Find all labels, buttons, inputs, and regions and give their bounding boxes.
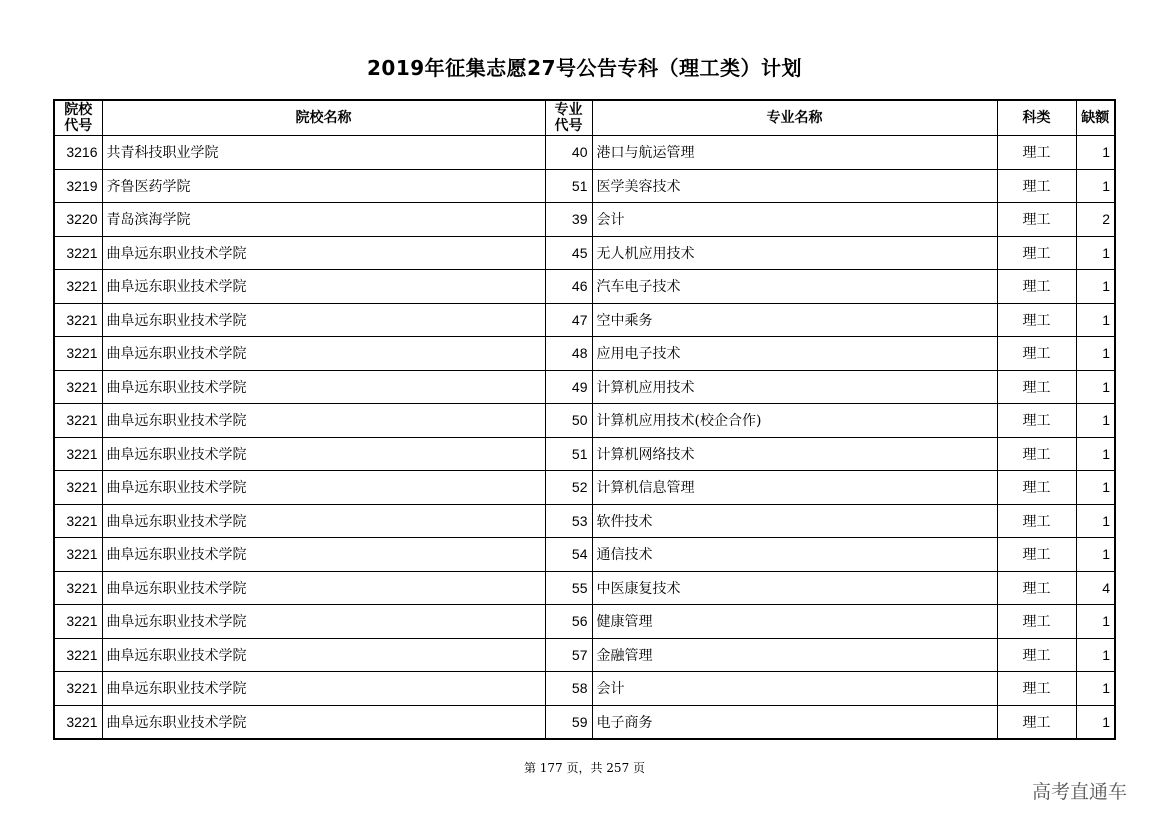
cell-school-code: 3221: [54, 370, 102, 404]
cell-category: 理工: [997, 270, 1076, 304]
cell-category: 理工: [997, 504, 1076, 538]
cell-quota: 1: [1076, 705, 1115, 739]
cell-category: 理工: [997, 705, 1076, 739]
table-row: [54, 169, 1115, 203]
cell-school-name: 曲阜远东职业技术学院: [102, 404, 545, 438]
cell-major-name: 通信技术: [592, 538, 997, 572]
cell-quota: 4: [1076, 571, 1115, 605]
cell-school-name: 曲阜远东职业技术学院: [102, 471, 545, 505]
cell-major-name: 应用电子技术: [592, 337, 997, 371]
cell-school-code: 3221: [54, 404, 102, 438]
cell-quota: 1: [1076, 337, 1115, 371]
table-row: [54, 705, 1115, 739]
cell-category: 理工: [997, 605, 1076, 639]
cell-major-name: 空中乘务: [592, 303, 997, 337]
cell-quota: 1: [1076, 370, 1115, 404]
cell-major-code: 45: [545, 236, 592, 270]
header-category: 科类: [997, 100, 1076, 136]
header-major-name: 专业名称: [592, 100, 997, 136]
cell-school-name: 曲阜远东职业技术学院: [102, 370, 545, 404]
cell-school-name: 齐鲁医药学院: [102, 169, 545, 203]
cell-major-code: 47: [545, 303, 592, 337]
table-row: [54, 404, 1115, 438]
cell-school-code: 3221: [54, 705, 102, 739]
cell-quota: 1: [1076, 169, 1115, 203]
cell-major-name: 汽车电子技术: [592, 270, 997, 304]
cell-major-name: 医学美容技术: [592, 169, 997, 203]
cell-major-name: 金融管理: [592, 638, 997, 672]
table-row: [54, 471, 1115, 505]
cell-school-name: 曲阜远东职业技术学院: [102, 437, 545, 471]
cell-school-code: 3221: [54, 504, 102, 538]
cell-category: 理工: [997, 337, 1076, 371]
table-row: [54, 203, 1115, 237]
cell-major-name: 计算机信息管理: [592, 471, 997, 505]
cell-school-code: 3221: [54, 270, 102, 304]
cell-school-code: 3221: [54, 571, 102, 605]
cell-school-name: 曲阜远东职业技术学院: [102, 236, 545, 270]
cell-major-code: 40: [545, 136, 592, 170]
cell-category: 理工: [997, 672, 1076, 706]
cell-quota: 1: [1076, 270, 1115, 304]
cell-category: 理工: [997, 236, 1076, 270]
cell-major-code: 58: [545, 672, 592, 706]
header-school-name: 院校名称: [102, 100, 545, 136]
cell-school-code: 3221: [54, 236, 102, 270]
cell-major-name: 计算机网络技术: [592, 437, 997, 471]
cell-major-code: 50: [545, 404, 592, 438]
cell-major-name: 中医康复技术: [592, 571, 997, 605]
plan-table: [53, 99, 1116, 740]
cell-school-code: 3219: [54, 169, 102, 203]
cell-category: 理工: [997, 638, 1076, 672]
table-row: [54, 437, 1115, 471]
cell-category: 理工: [997, 471, 1076, 505]
cell-category: 理工: [997, 404, 1076, 438]
cell-school-code: 3221: [54, 337, 102, 371]
cell-major-name: 计算机应用技术: [592, 370, 997, 404]
cell-school-code: 3221: [54, 471, 102, 505]
cell-quota: 1: [1076, 303, 1115, 337]
cell-major-code: 52: [545, 471, 592, 505]
cell-major-code: 59: [545, 705, 592, 739]
cell-category: 理工: [997, 169, 1076, 203]
cell-school-name: 曲阜远东职业技术学院: [102, 672, 545, 706]
cell-school-name: 青岛滨海学院: [102, 203, 545, 237]
cell-major-code: 48: [545, 337, 592, 371]
cell-school-name: 曲阜远东职业技术学院: [102, 638, 545, 672]
cell-school-code: 3221: [54, 538, 102, 572]
cell-quota: 1: [1076, 471, 1115, 505]
cell-school-code: 3221: [54, 437, 102, 471]
header-school-code: 院校代号: [54, 100, 102, 136]
cell-category: 理工: [997, 303, 1076, 337]
table-row: [54, 270, 1115, 304]
cell-major-code: 51: [545, 437, 592, 471]
cell-school-name: 曲阜远东职业技术学院: [102, 504, 545, 538]
table-row: [54, 236, 1115, 270]
cell-category: 理工: [997, 203, 1076, 237]
table-row: [54, 638, 1115, 672]
table-row: [54, 504, 1115, 538]
cell-quota: 1: [1076, 638, 1115, 672]
cell-major-code: 49: [545, 370, 592, 404]
table-row: [54, 538, 1115, 572]
cell-school-code: 3221: [54, 672, 102, 706]
cell-major-name: 健康管理: [592, 605, 997, 639]
page-footer: 第 177 页，共 257 页: [523, 761, 646, 775]
cell-major-name: 电子商务: [592, 705, 997, 739]
cell-school-name: 曲阜远东职业技术学院: [102, 538, 545, 572]
cell-school-code: 3221: [54, 303, 102, 337]
table-row: [54, 303, 1115, 337]
cell-quota: 1: [1076, 538, 1115, 572]
table-row: [54, 571, 1115, 605]
cell-school-name: 曲阜远东职业技术学院: [102, 571, 545, 605]
cell-major-name: 无人机应用技术: [592, 236, 997, 270]
table-header-row: [54, 100, 1115, 136]
header-quota: 缺额: [1076, 100, 1115, 136]
cell-major-code: 54: [545, 538, 592, 572]
cell-school-name: 曲阜远东职业技术学院: [102, 605, 545, 639]
cell-major-name: 会计: [592, 203, 997, 237]
cell-school-name: 曲阜远东职业技术学院: [102, 705, 545, 739]
cell-category: 理工: [997, 370, 1076, 404]
cell-category: 理工: [997, 571, 1076, 605]
cell-major-code: 46: [545, 270, 592, 304]
cell-school-code: 3221: [54, 605, 102, 639]
watermark: 高考直通车: [1032, 781, 1128, 803]
cell-quota: 1: [1076, 404, 1115, 438]
header-major-code: 专业代号: [545, 100, 592, 136]
table-row: [54, 370, 1115, 404]
cell-major-name: 计算机应用技术(校企合作): [592, 404, 997, 438]
cell-major-code: 51: [545, 169, 592, 203]
cell-school-code: 3216: [54, 136, 102, 170]
cell-school-name: 共青科技职业学院: [102, 136, 545, 170]
cell-major-code: 53: [545, 504, 592, 538]
cell-major-code: 55: [545, 571, 592, 605]
cell-category: 理工: [997, 136, 1076, 170]
cell-school-name: 曲阜远东职业技术学院: [102, 270, 545, 304]
table-row: [54, 672, 1115, 706]
cell-school-name: 曲阜远东职业技术学院: [102, 337, 545, 371]
cell-major-name: 港口与航运管理: [592, 136, 997, 170]
cell-major-code: 56: [545, 605, 592, 639]
cell-school-code: 3220: [54, 203, 102, 237]
cell-quota: 1: [1076, 136, 1115, 170]
cell-category: 理工: [997, 538, 1076, 572]
cell-category: 理工: [997, 437, 1076, 471]
cell-major-name: 会计: [592, 672, 997, 706]
cell-major-name: 软件技术: [592, 504, 997, 538]
cell-quota: 1: [1076, 437, 1115, 471]
cell-school-name: 曲阜远东职业技术学院: [102, 303, 545, 337]
cell-school-code: 3221: [54, 638, 102, 672]
table-row: [54, 136, 1115, 170]
cell-quota: 2: [1076, 203, 1115, 237]
table-row: [54, 337, 1115, 371]
page-title: 2019年征集志愿27号公告专科（理工类）计划: [367, 56, 802, 80]
cell-major-code: 57: [545, 638, 592, 672]
cell-major-code: 39: [545, 203, 592, 237]
cell-quota: 1: [1076, 672, 1115, 706]
cell-quota: 1: [1076, 504, 1115, 538]
cell-quota: 1: [1076, 605, 1115, 639]
cell-quota: 1: [1076, 236, 1115, 270]
table-row: [54, 605, 1115, 639]
